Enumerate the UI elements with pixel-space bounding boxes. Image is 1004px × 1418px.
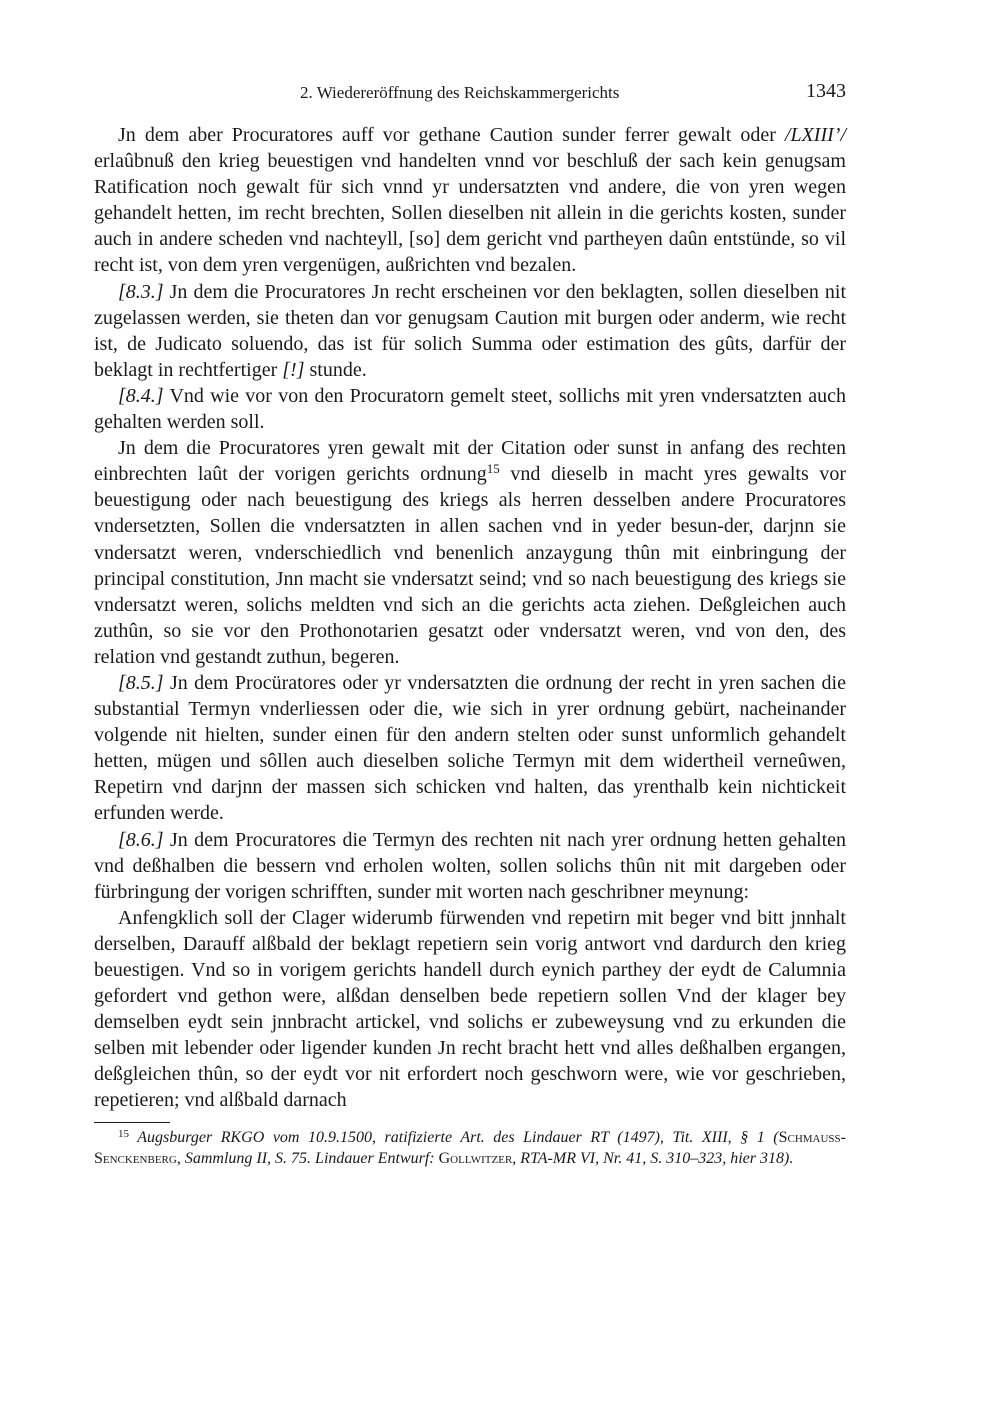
running-title: 2. Wiedereröffnung des Reichskammergerichts bbox=[300, 83, 620, 102]
paragraph-8-6: [8.6.] Jn dem Procuratores die Termyn des rechten nit nach yrer ordnung hetten gehalten vnd deßhalben die bessern vnd erholen wolten, sollen solichs thûn nit mit dargeben oder fürbringung der vorigen schrifften, sunder mit worten nach geschribner meynung: bbox=[94, 828, 846, 903]
section-number: [8.4.] bbox=[118, 384, 164, 407]
paragraph-7: Anfengklich soll der Clager widerumb fürwenden vnd repetirn mit beger vnd bitt jnnhalt derselben, Darauff alßbald der beklagt repetiern sein vorig antwort vnd dardurch den krieg beuestigen. Vnd so in vorigem gerichts handell durch eynich parthey der eydt de Calumnia gefordert vnd gethon were, alßdan denselben bede repetiern sollen Vnd der klager bey demselben eydt sein jnnbracht artickel, vnd solichs er zubeweysung vnd zu erkunden die selben mit lebender oder ligender kunden Jn recht bracht hett vnd alles deßhalben ergangen, deßgleichen thûn, so der eydt vor nit erfordert noch geschworn were, wie vor geschrieben, repetieren; vnd alßbald darnach bbox=[94, 906, 846, 1112]
footnote-author: Schmauss-Senckenberg, bbox=[94, 1128, 846, 1168]
paragraph-1: Jn dem aber Procuratores auff vor gethane Caution sunder ferrer gewalt oder /LXIII’/ erlaûbnuß den krieg beuestigen vnd handelten vnnd vor beschluß der sach kein genugsam Ratification noch gewalt für sich vnnd yr undersatzten vnd andere, die von yren wegen gehandelt hetten, im recht brechten, Sollen dieselben nit allein in die gerichts kosten, sunder auch in andere scheden vnd nachteyll, [so] dem gericht vnd partheyen daûn entstünde, so vil recht ist, von dem yren vergenügen, außrichten vnd bezalen. bbox=[94, 124, 846, 277]
paragraph-8-4: [8.4.] Vnd wie vor von den Procuratorn gemelt steet, sollichs mit yren vndersatzten auch gehalten werden soll. bbox=[94, 384, 846, 434]
footnote-author: Gollwitzer, bbox=[438, 1150, 517, 1168]
paragraph-4: Jn dem die Procuratores yren gewalt mit der Citation oder sunst in anfang des rechten einbrechten laût der vorigen gerichts ordnung$^{15}$ vnd dieselb in macht yres gewalts vor beuestigung oder nach beuestigung des kriegs als herren desselben andere Procuratores vndersetzten, Sollen die vndersatzten in allen sachen vnd in yeder besun-der, darjnn sie vndersatzt weren, vnderschiedlich vnd benenlich anzaygung thûn mit einbringung der principal constitution, Jnn macht sie vndersatzt seind; vnd so nach beuestigung des kriegs sie vndersatzt weren, solichs meldten vnd sich an die gerichts acta ziehen. Deßgleichen auch zuthûn, so sie vor den Prothonotarien gesatzt oder vndersatzt weren, vnd von den, des relation vnd gestandt zuthun, begeren. bbox=[94, 437, 846, 668]
body-text bbox=[94, 122, 846, 1114]
editorial-mark: [!] bbox=[282, 358, 305, 381]
paragraph-8-3: [8.3.] Jn dem die Procuratores Jn recht erscheinen vor den beklagten, sollen dieselben nit zugelassen werden, sie theten dan vor genugsam Caution mit burgen oder anderm, wie recht ist, de Judicato soluendo, das ist für solich Summa oder estimation des gûts, darfür der beklagt in rechtfertiger [!] stunde. bbox=[94, 280, 846, 381]
footnote-reference[interactable]: 15 bbox=[486, 461, 500, 477]
footnote-number: 15 bbox=[118, 1127, 129, 1140]
document-page bbox=[94, 78, 846, 1170]
footnote-divider bbox=[94, 1122, 170, 1123]
footnote-15: $^{15}$ Augsburger RKGO vom 10.9.1500, ratifizierte Art. des Lindauer RT (1497), Tit. XIII, § 1 (Schmauss-Senckenberg, Sammlung II, S. 75. Lindauer Entwurf: Gollwitzer, RTA-MR VI, Nr. 41, S. 310–323, hier 318). bbox=[94, 1127, 846, 1168]
folio-marker: /LXIII’/ bbox=[784, 124, 846, 146]
section-number: [8.3.] bbox=[118, 280, 164, 303]
section-number: [8.5.] bbox=[118, 671, 164, 694]
section-number: [8.6.] bbox=[118, 828, 164, 851]
paragraph-8-5: [8.5.] Jn dem Procüratores oder yr vndersatzten die ordnung der recht in yren sachen die substantial Termyn vnderliessen oder die, wie sich in yrer ordnung gebürt, nacheinander volgende nit hielten, sunder einen für den andern stelten oder sunst unformlich gehandelt hetten, mügen und sôllen auch dieselben soliche Termyn mit dem widertheil verneûwen, Repetirn vnd darjnn der massen sich schicken vnd halten, das yrenthalb kein nichtickeit erfunden werde. bbox=[94, 671, 846, 825]
page-number: 1343 bbox=[806, 80, 846, 102]
running-header bbox=[94, 78, 846, 108]
